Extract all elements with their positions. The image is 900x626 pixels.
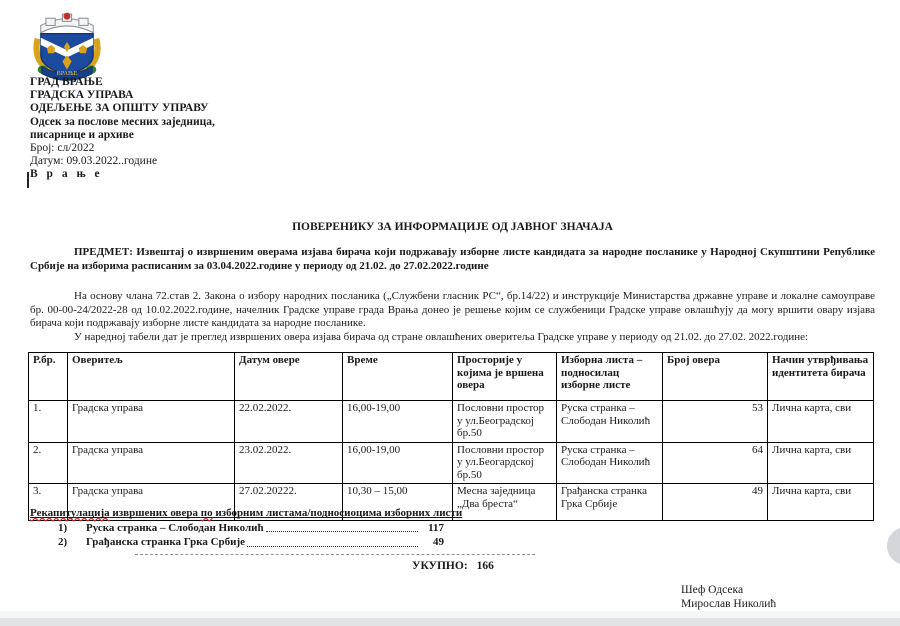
col-header-overitelj: Оверитељ <box>68 353 235 401</box>
viewer-bottom-bar-light <box>0 611 900 618</box>
cell-datum: 22.02.2022. <box>235 401 343 443</box>
cell-izborna-lista: Руска странка – Слободан Николић <box>557 401 663 443</box>
org-name-city: ГРАД ВРАЊЕ <box>30 76 103 88</box>
col-header-broj-overa: Број овера <box>663 353 768 401</box>
dot-leader <box>266 531 418 532</box>
total-separator-line <box>135 554 535 555</box>
col-header-vreme: Време <box>343 353 453 401</box>
logo-banner-text: ВРАЊЕ <box>56 69 78 77</box>
recap-item <box>58 522 444 535</box>
org-name-department: ОДЕЉЕЊЕ ЗА ОПШТУ УПРАВУ <box>30 102 209 115</box>
paragraph-subject: ПРЕДМЕТ: Извештај о извршеним оверама изјава бирача који подржавају изборне листе кандидата за народне посланике у Народној Скупштини Републике Србије на изборима расписаним за 03.04.2022.године у периоду од 21.02. до 27.02.2022.године <box>30 246 875 272</box>
cell-prostorije: Месна заједница „Два бреста“ <box>453 484 557 521</box>
org-name-section-2: писарнице и архиве <box>30 128 134 141</box>
cell-overitelj: Градска управа <box>68 484 235 521</box>
table-row <box>29 401 874 443</box>
cell-nacin: Лична карта, сви <box>768 484 874 521</box>
cell-izborna-lista: Грађанска странка Грка Србије <box>557 484 663 521</box>
cell-rbr: 3. <box>29 484 68 521</box>
cell-datum: 23.02.2022. <box>235 442 343 484</box>
recap-item-number: 2) <box>58 536 68 548</box>
verification-table <box>28 352 874 521</box>
cell-broj-overa: 49 <box>663 484 768 521</box>
total-value: 166 <box>476 560 494 572</box>
recap-heading-word1: Рекапитулација <box>30 507 110 519</box>
col-header-prostorije: Просторије у којима је вршена овера <box>453 353 557 401</box>
floating-scroll-button[interactable] <box>887 527 900 565</box>
recap-heading-mid: извршених овера <box>109 507 201 519</box>
coat-of-arms-svg <box>28 10 106 82</box>
col-header-izborna-lista: Изборна листа – подносилац изборне листе <box>557 353 663 401</box>
total-row <box>412 560 494 572</box>
document-title: ПОВЕРЕНИКУ ЗА ИНФОРМАЦИЈЕ ОД ЈАВНОГ ЗНАЧАЈА <box>292 221 613 233</box>
paragraph-legal-basis: На основу члана 72.став 2. Закона о избору народних посланика („Службени гласник РС“, бр.14/22) и инструкције Министарства државне управе и локалне самоуправе бр. 00-00-24/2022-28 од 10.02.2022.године, начелник Градске управе града Врања донео је решење којим се службеници Градске управе овлашћују да могу вршити овару изјава бирача који подржавају изборне листе кандидата за народне посланике. <box>30 290 875 329</box>
recap-item-value: 49 <box>433 536 444 548</box>
signature-role: Шеф Одсека <box>681 584 744 596</box>
cell-overitelj: Градска управа <box>68 401 235 443</box>
recap-item-label: Руска странка – Слободан Николић <box>86 521 264 534</box>
cell-broj-overa: 64 <box>663 442 768 484</box>
cell-rbr: 1. <box>29 401 68 443</box>
org-name-section-1: Одсек за послове месних заједница, <box>30 115 215 128</box>
letterhead <box>30 76 215 182</box>
cell-vreme: 10,30 – 15,00 <box>343 484 453 521</box>
dot-leader <box>247 546 418 547</box>
recap-heading-rest: изборним листама/подносиоцима изборних листи <box>212 507 463 519</box>
cell-rbr: 2. <box>29 442 68 484</box>
recap-item-number: 1) <box>58 521 68 534</box>
col-header-datum: Датум овере <box>235 353 343 401</box>
viewer-bottom-bar-dark[interactable] <box>0 618 900 626</box>
recap-item <box>58 536 444 549</box>
recap-heading <box>30 507 875 520</box>
signature-block <box>681 583 776 611</box>
cell-vreme: 16,00-19,00 <box>343 442 453 484</box>
cell-nacin: Лична карта, сви <box>768 442 874 484</box>
org-name-administration: ГРАДСКА УПРАВА <box>30 89 134 102</box>
total-label: УКУПНО: <box>412 560 468 572</box>
recap-heading-word2: по <box>200 507 213 519</box>
doc-number: Број: сл/2022 <box>30 142 95 155</box>
recap-item-value: 117 <box>428 521 444 534</box>
cell-overitelj: Градска управа <box>68 442 235 484</box>
col-header-rbr: Р.бр. <box>29 353 68 401</box>
paragraph-table-intro: У наредној табели дат је преглед извршених овера изјава бирача од стране овлашћених оверитеља Градске управе у периоду од 21.02. до 27.02. 2022.године: <box>74 330 809 343</box>
col-header-nacin: Начин утврђивања идентитета бирача <box>768 353 874 401</box>
cell-nacin: Лична карта, сви <box>768 401 874 443</box>
cell-izborna-lista: Руска странка – Слободан Николић <box>557 442 663 484</box>
document-body <box>30 246 875 344</box>
recap-item-label: Грађанска странка Грка Србије <box>86 536 246 548</box>
doc-date: Датум: 09.03.2022..године <box>30 155 158 168</box>
cell-vreme: 16,00-19,00 <box>343 401 453 443</box>
signature-name: Мирослав Николић <box>681 598 777 610</box>
recap-section <box>30 507 875 549</box>
cell-datum: 27.02.20222. <box>235 484 343 521</box>
text-cursor-artifact <box>27 172 29 188</box>
table-header-row <box>29 353 874 401</box>
table-row <box>29 442 874 484</box>
cell-broj-overa: 53 <box>663 401 768 443</box>
doc-city: В р а њ е <box>30 168 103 181</box>
cell-prostorije: Пословни простор у ул.Београдској бр.50 <box>453 401 557 443</box>
cell-prostorije: Пословни простор у ул.Беогардској бр.50 <box>453 442 557 484</box>
